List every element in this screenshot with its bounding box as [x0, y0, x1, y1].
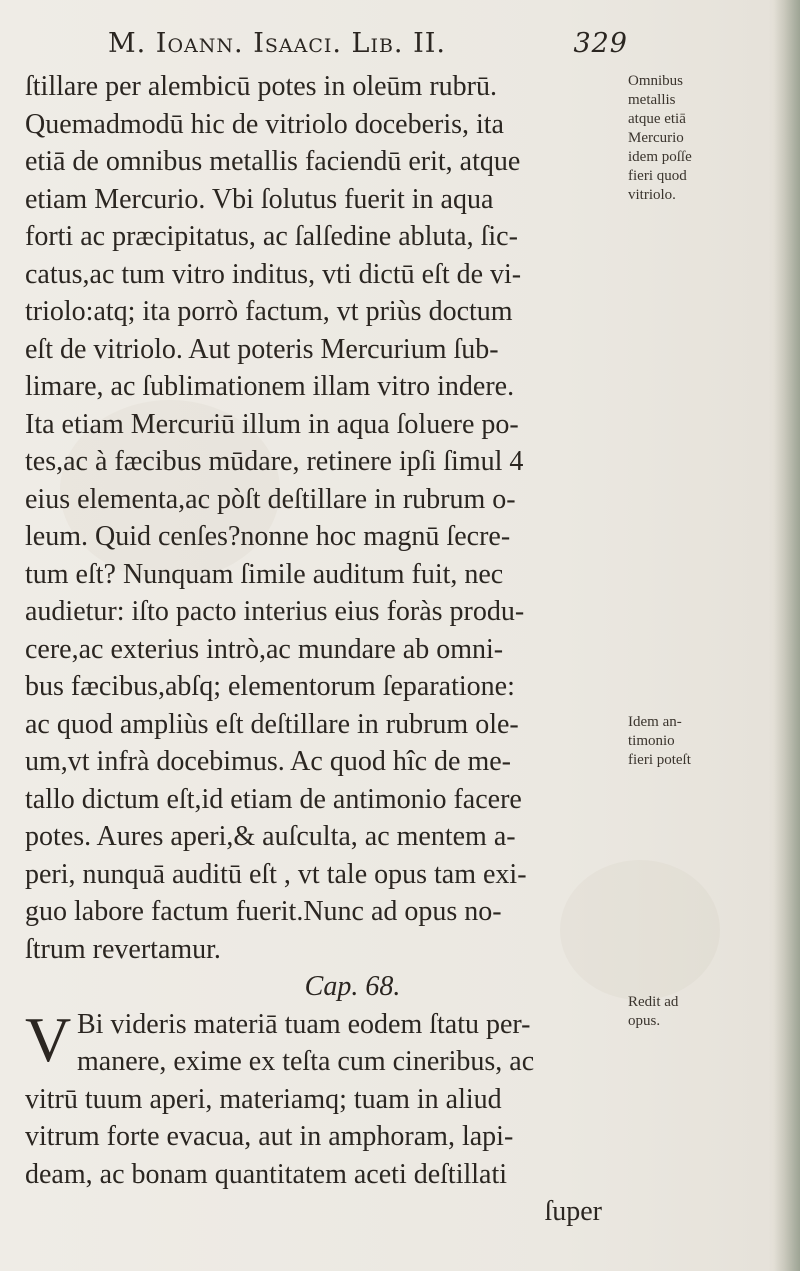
text-line: tes,ac à fæcibus mūdare, retinere ipſi ſimul 4: [25, 446, 524, 477]
text-line: etiam Mercurio. Vbi ſolutus fuerit in aqua: [25, 183, 494, 215]
text-line: limare, ac ſublimationem illam vitro indere.: [25, 371, 515, 402]
chapter-heading: Cap. 68.: [304, 971, 401, 1002]
marginal-note: [628, 72, 758, 205]
chapter-opening: [25, 1003, 620, 1194]
drop-cap: V: [25, 1003, 72, 1075]
catchword: ſuper: [544, 1196, 602, 1227]
text-line: leum. Quid cenſes?nonne hoc magnū ſecre-: [25, 521, 511, 552]
marginal-line: fieri poteſt: [628, 752, 691, 768]
text-line: um,vt infrà docebimus. Ac quod hîc de me-: [25, 746, 511, 777]
text-line: catus,ac tum vitro inditus, vti dictū eſt de vi-: [25, 258, 522, 290]
marginal-line: timonio: [628, 733, 675, 749]
text-line: vitrum forte evacua, aut in amphoram, lapi-: [25, 1121, 514, 1152]
text-line: deam, ac bonam quantitatem aceti deſtillati: [25, 1158, 508, 1190]
text-line: etiā de omnibus metallis faciendū erit, atque: [25, 146, 521, 177]
text-line: Ita etiam Mercuriū illum in aqua ſoluere po-: [25, 408, 519, 440]
marginal-note: [628, 713, 758, 770]
text-line: ſtillare per alembicū potes in oleūm rubrū.: [25, 71, 497, 102]
text-line: tallo dictum eſt,id etiam de antimonio facere: [25, 783, 522, 815]
marginal-line: Idem an-: [628, 714, 682, 730]
text-line: Quemadmodū hic de vitriolo doceberis, ita: [25, 108, 504, 140]
text-line: Bi videris materiā tuam eodem ſtatu per-: [77, 1008, 531, 1040]
text-line: manere, exime ex teſta cum cineribus, ac: [77, 1046, 535, 1077]
marginal-line: opus.: [628, 1013, 661, 1029]
text-line: peri, nunquā auditū eſt , vt tale opus tam exi-: [25, 858, 527, 890]
text-line: eſt de vitriolo. Aut poteris Mercurium ſub-: [25, 333, 499, 365]
marginal-note: [628, 993, 758, 1031]
marginal-line: vitriolo.: [628, 187, 676, 203]
main-text-block: [25, 68, 620, 1231]
text-line: guo labore factum fuerit.Nunc ad opus no-: [25, 896, 502, 927]
text-line: forti ac præcipitatus, ac ſalſedine abluta, ſic-: [25, 221, 518, 252]
page-edge-shadow: [774, 0, 800, 1271]
marginal-line: atque etiā: [628, 111, 686, 127]
text-line: audietur: iſto pacto interius eius foràs produ-: [25, 596, 525, 627]
marginal-line: Redit ad: [628, 994, 679, 1010]
text-line: eius elementa,ac pòſt deſtillare in rubrum o-: [25, 483, 516, 515]
text-line: vitrū tuum aperi, materiamq; tuam in aliud: [25, 1083, 502, 1115]
page-number: 329: [573, 28, 628, 59]
text-line: cere,ac exterius intrò,ac mundare ab omni-: [25, 633, 504, 665]
running-head: M. Ioann. Isaaci. Lib. II.: [108, 28, 446, 59]
text-line: triolo:atq; ita porrò factum, vt priùs doctum: [25, 296, 513, 327]
marginal-line: metallis: [628, 92, 676, 108]
marginal-line: Omnibus: [628, 73, 684, 89]
marginal-line: fieri quod: [628, 168, 687, 184]
text-line: potes. Aures aperi,& auſculta, ac mentem a-: [25, 821, 516, 852]
text-line: ac quod ampliùs eſt deſtillare in rubrum ole-: [25, 708, 519, 740]
marginal-line: Mercurio: [628, 130, 684, 146]
text-line: bus fæcibus,abſq; elementorum ſeparatione:: [25, 671, 515, 702]
text-line: ſtrum revertamur.: [25, 933, 221, 965]
marginal-line: idem poſſe: [628, 149, 692, 165]
text-line: tum eſt? Nunquam ſimile auditum fuit, nec: [25, 558, 504, 590]
running-header: [108, 28, 628, 68]
